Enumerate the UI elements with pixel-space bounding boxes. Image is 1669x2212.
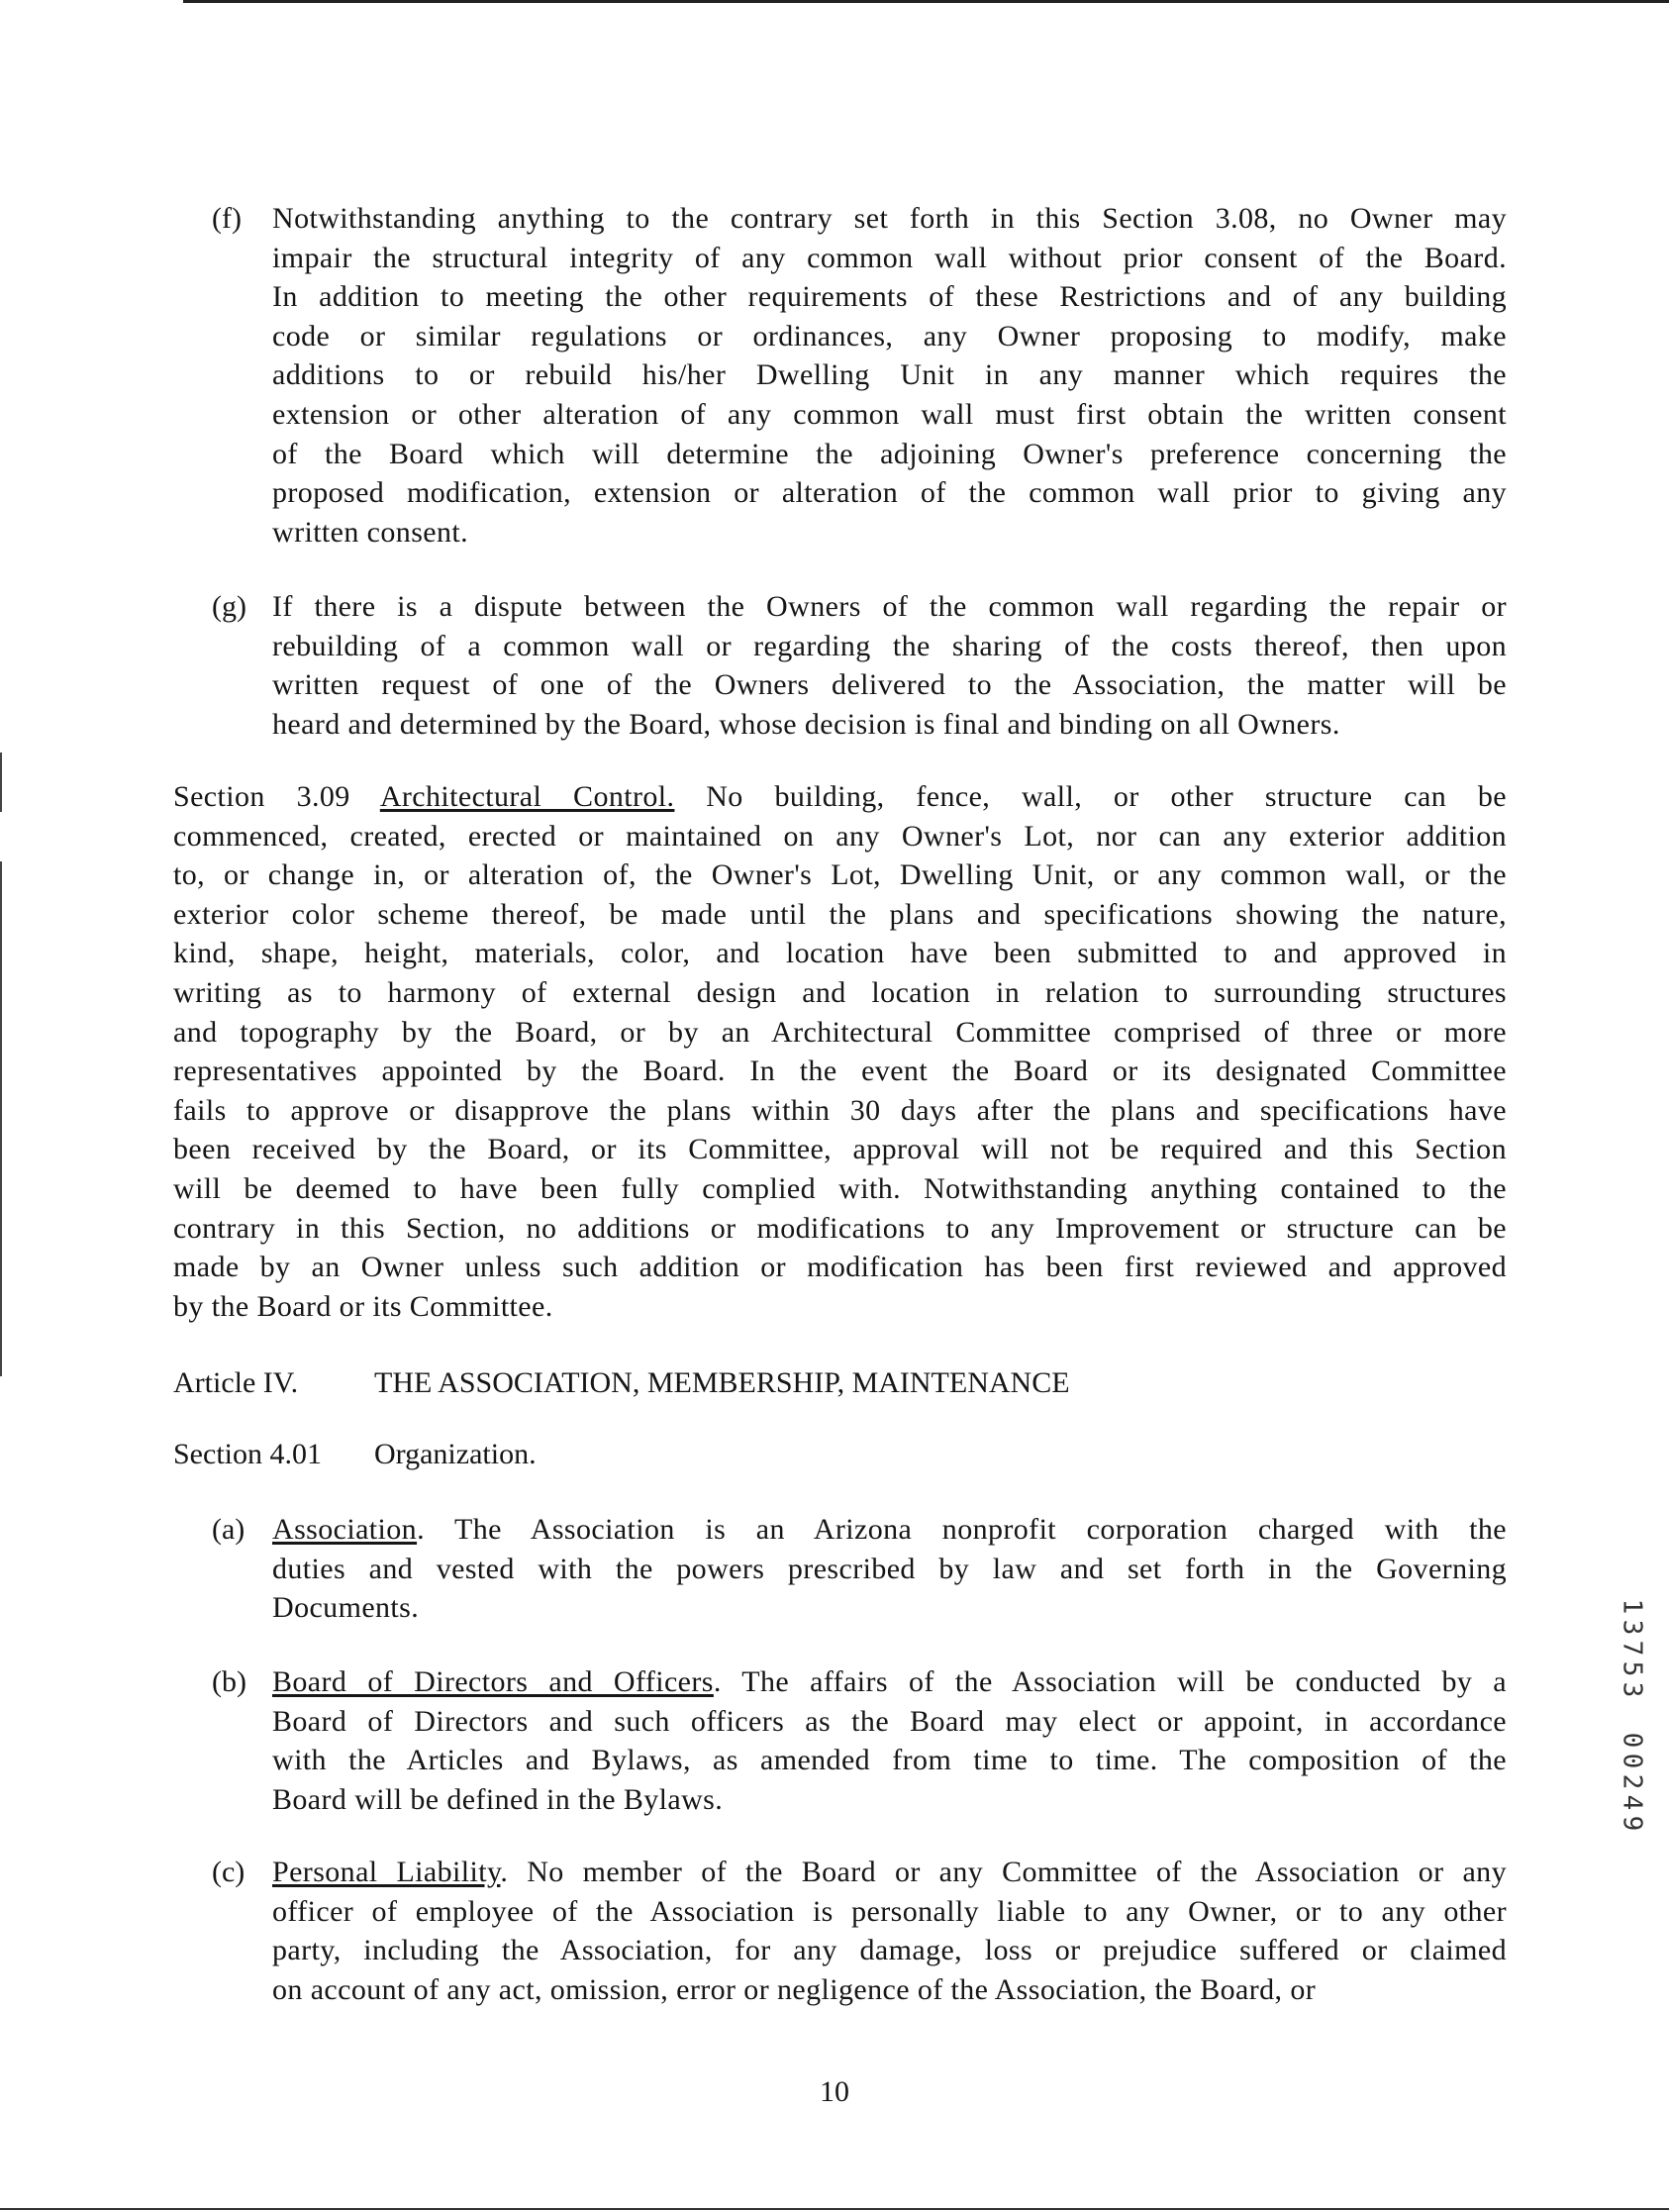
section-label: Section 4.01 [173, 1438, 322, 1470]
scan-edge-mark [0, 753, 2, 812]
para-g-line: If there is a dispute between the Owners of the common wall regarding the repair or [272, 590, 1507, 623]
para-b-line: Board will be defined in the Bylaws. [272, 1782, 724, 1816]
scan-edge-mark [0, 861, 2, 1376]
para-f-line: impair the structural integrity of any common wall without prior consent of the Board. [272, 241, 1507, 274]
item-label: (g) [212, 590, 246, 623]
para-f-line: In addition to meeting the other requirements of these Restrictions and of any building [272, 280, 1507, 314]
para-f-line: code or similar regulations or ordinances, any Owner proposing to modify, make [272, 319, 1507, 352]
para-b-line: Board of Directors and such officers as the Board may elect or appoint, in accordance [272, 1704, 1507, 1738]
article-title: THE ASSOCIATION, MEMBERSHIP, MAINTENANCE [374, 1366, 1070, 1399]
scan-top-border [183, 0, 1669, 3]
stamp-digit: 5 [1617, 1660, 1647, 1677]
section-3-09-line: made by an Owner unless such addition or modification has been first reviewed and approved [173, 1251, 1507, 1284]
section-3-09-line: and topography by the Board, or by an Architectural Committee comprised of three or more [173, 1015, 1507, 1049]
para-a-line: duties and vested with the powers prescribed by law and set forth in the Governing [272, 1552, 1507, 1585]
section-3-09-line: will be deemed to have been fully complied with. Notwithstanding anything contained to the [173, 1172, 1507, 1205]
section-3-09-line: commenced, created, erected or maintained on any Owner's Lot, nor can any exterior addition [173, 819, 1507, 853]
section-number: Section 3.09 [173, 780, 380, 813]
stamp-digit: 4 [1617, 1794, 1647, 1811]
para-a-line [272, 1512, 1507, 1548]
scan-bottom-border [0, 2208, 1669, 2210]
para-f-line: written consent. [272, 515, 469, 549]
para-c-line [272, 1855, 1507, 1890]
recording-number-stamp [1612, 1596, 1651, 1834]
underlined-heading: Board of Directors and Officers [272, 1665, 714, 1698]
stamp-digit: 0 [1617, 1753, 1647, 1769]
para-a-line: Documents. [272, 1591, 420, 1625]
line-text: . The Association is an Arizona nonprofit corporation charged with the [417, 1513, 1507, 1546]
stamp-digit: 2 [1617, 1773, 1647, 1790]
section-3-09-line: representatives appointed by the Board. In the event the Board or its designated Committee [173, 1055, 1507, 1088]
section-3-09-line: exterior color scheme thereof, be made until the plans and specifications showing the nature, [173, 897, 1507, 931]
para-c-line: officer of employee of the Association is personally liable to any Owner, or to any other [272, 1894, 1507, 1928]
para-f-line: of the Board which will determine the adjoining Owner's preference concerning the [272, 437, 1507, 470]
stamp-digit: 7 [1617, 1640, 1647, 1657]
section-3-09-line: fails to approve or disapprove the plans within 30 days after the plans and specifications have [173, 1093, 1507, 1127]
line-text: No building, fence, wall, or other structure can be [674, 780, 1508, 813]
page-number: 10 [820, 2075, 849, 2108]
underlined-heading: Association [272, 1513, 418, 1546]
item-label: (b) [212, 1665, 246, 1698]
stamp-digit: 9 [1617, 1815, 1647, 1832]
article-label: Article IV. [173, 1366, 299, 1399]
para-c-line: party, including the Association, for any damage, loss or prejudice suffered or claimed [272, 1934, 1507, 1967]
stamp-digit: 1 [1617, 1598, 1647, 1615]
para-f-line: Notwithstanding anything to the contrary set forth in this Section 3.08, no Owner may [272, 202, 1507, 235]
item-label: (a) [212, 1513, 245, 1546]
section-3-09-line: to, or change in, or alteration of, the Owner's Lot, Dwelling Unit, or any common wall, or the [173, 858, 1507, 892]
para-b-line [272, 1664, 1507, 1700]
section-3-09-line: been received by the Board, or its Committee, approval will not be required and this Section [173, 1133, 1507, 1166]
underlined-heading: Personal Liability [272, 1856, 501, 1888]
underlined-heading: Architectural Control. [379, 780, 675, 813]
line-text: . No member of the Board or any Committee of the Association or any [500, 1856, 1507, 1888]
section-3-09-line: kind, shape, height, materials, color, and location have been submitted to and approved in [173, 937, 1507, 970]
para-c-line: on account of any act, omission, error or negligence of the Association, the Board, or [272, 1972, 1317, 2006]
para-f-line: extension or other alteration of any common wall must first obtain the written consent [272, 398, 1507, 431]
section-3-09-line [173, 779, 1507, 815]
section-3-09-line: contrary in this Section, no additions or modifications to any Improvement or structure can be [173, 1211, 1507, 1245]
section-3-09-line: writing as to harmony of external design and location in relation to surrounding structures [173, 976, 1507, 1009]
section-title: Organization. [374, 1438, 537, 1470]
stamp-digit: 3 [1617, 1681, 1647, 1698]
para-f-line: additions to or rebuild his/her Dwelling Unit in any manner which requires the [272, 358, 1507, 392]
para-b-line: with the Articles and Bylaws, as amended from time to time. The composition of the [272, 1744, 1507, 1777]
stamp-digit: 3 [1617, 1619, 1647, 1636]
section-3-09-line: by the Board or its Committee. [173, 1289, 553, 1323]
item-label: (c) [212, 1856, 245, 1888]
para-f-line: proposed modification, extension or alteration of the common wall prior to giving any [272, 476, 1507, 510]
para-g-line: heard and determined by the Board, whose decision is final and binding on all Owners. [272, 707, 1340, 741]
stamp-digit: 0 [1617, 1732, 1647, 1749]
para-g-line: written request of one of the Owners delivered to the Association, the matter will be [272, 668, 1507, 702]
item-label: (f) [212, 202, 242, 235]
para-g-line: rebuilding of a common wall or regarding the sharing of the costs thereof, then upon [272, 629, 1507, 662]
line-text: . The affairs of the Association will be conducted by a [713, 1665, 1507, 1698]
